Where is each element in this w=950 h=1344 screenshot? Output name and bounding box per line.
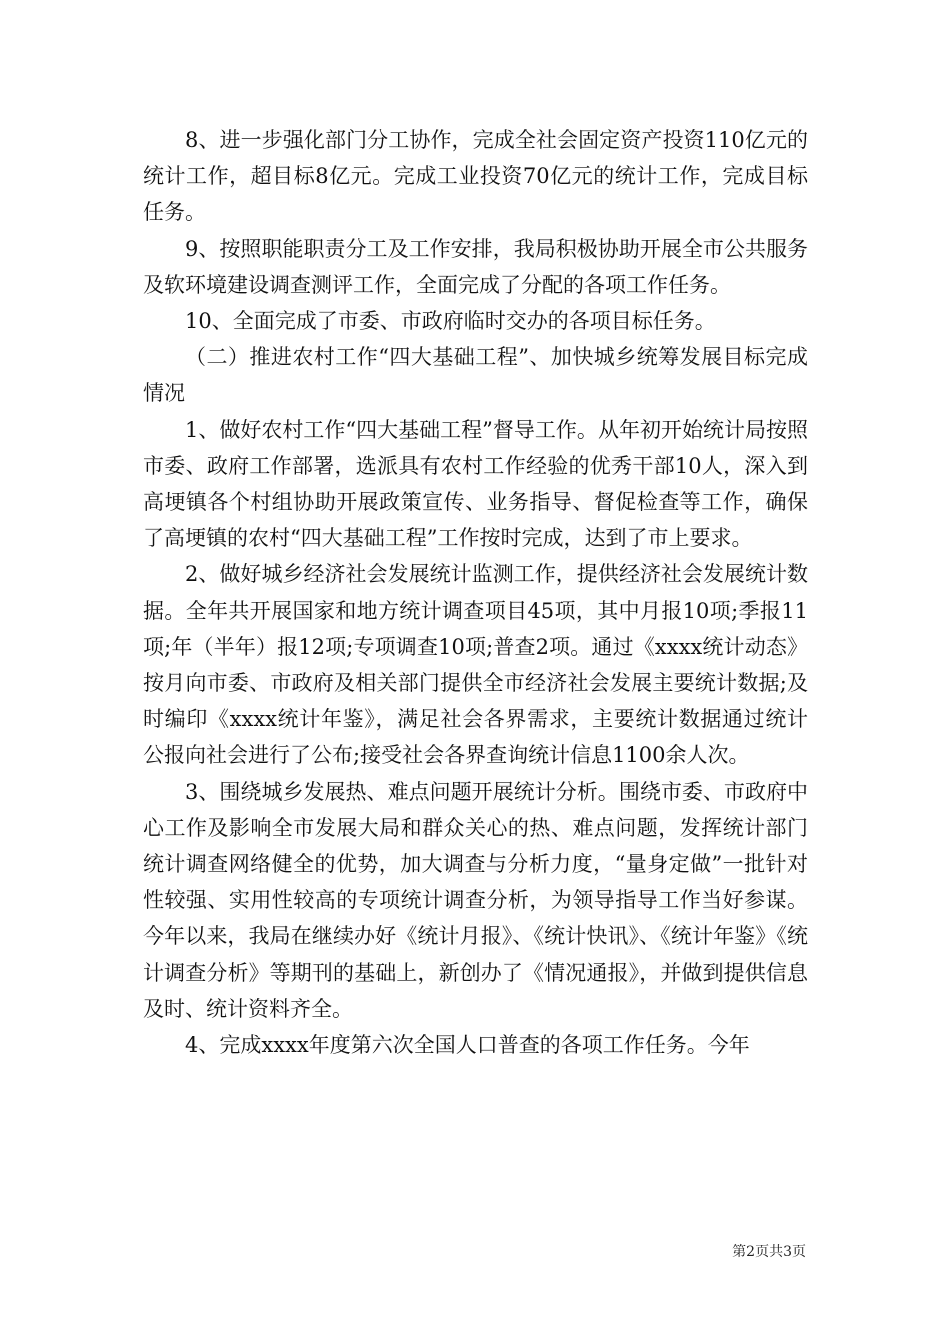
paragraph-rural-1: 1、做好农村工作“四大基础工程”督导工作。从年初开始统计局按照市委、政府工作部署，选派具有农村工作经验的优秀干部10人，深入到高埂镇各个村组协助开展政策宣传、业务指导、督促检查等工作，确保了高埂镇的农村“四大基础工程”工作按时完成，达到了市上要求。 [143, 417, 808, 551]
page-number: 第2页共3页 [732, 1244, 806, 1260]
document-body [143, 122, 808, 1063]
paragraph-item-10: 10、全面完成了市委、市政府临时交办的各项目标任务。 [185, 309, 716, 334]
paragraph-item-8: 8、进一步强化部门分工协作，完成全社会固定资产投资110亿元的统计工作，超目标8亿元。完成工业投资70亿元的统计工作，完成目标任务。 [143, 128, 808, 225]
paragraph-rural-3: 3、围绕城乡发展热、难点问题开展统计分析。围绕市委、市政府中心工作及影响全市发展大局和群众关心的热、难点问题，发挥统计部门统计调查网络健全的优势，加大调查与分析力度，“量身定做”一批针对性较强、实用性较高的专项统计调查分析，为领导指导工作当好参谋。今年以来，我局在继续办好《统计月报》、《统计快讯》、《统计年鉴》《统计调查分析》等期刊的基础上，新创办了《情况通报》，并做到提供信息及时、统计资料齐全。 [143, 779, 808, 1021]
paragraph-item-9: 9、按照职能职责分工及工作安排，我局积极协助开展全市公共服务及软环境建设调查测评工作，全面完成了分配的各项工作任务。 [143, 236, 808, 297]
paragraph-rural-4: 4、完成xxxx年度第六次全国人口普查的各项工作任务。今年 [185, 1033, 750, 1058]
paragraph-rural-2: 2、做好城乡经济社会发展统计监测工作，提供经济社会发展统计数据。全年共开展国家和地方统计调查项目45项，其中月报10项;季报11项;年（半年）报12项;专项调查10项;普查2项。通过《xxxx统计动态》按月向市委、市政府及相关部门提供全市经济社会发展主要统计数据;及时编印《xxxx统计年鉴》，满足社会各界需求，主要统计数据通过统计公报向社会进行了公布;接受社会各界查询统计信息1100余人次。 [143, 562, 808, 768]
section-heading-2: （二）推进农村工作“四大基础工程”、加快城乡统筹发展目标完成情况 [143, 345, 808, 406]
